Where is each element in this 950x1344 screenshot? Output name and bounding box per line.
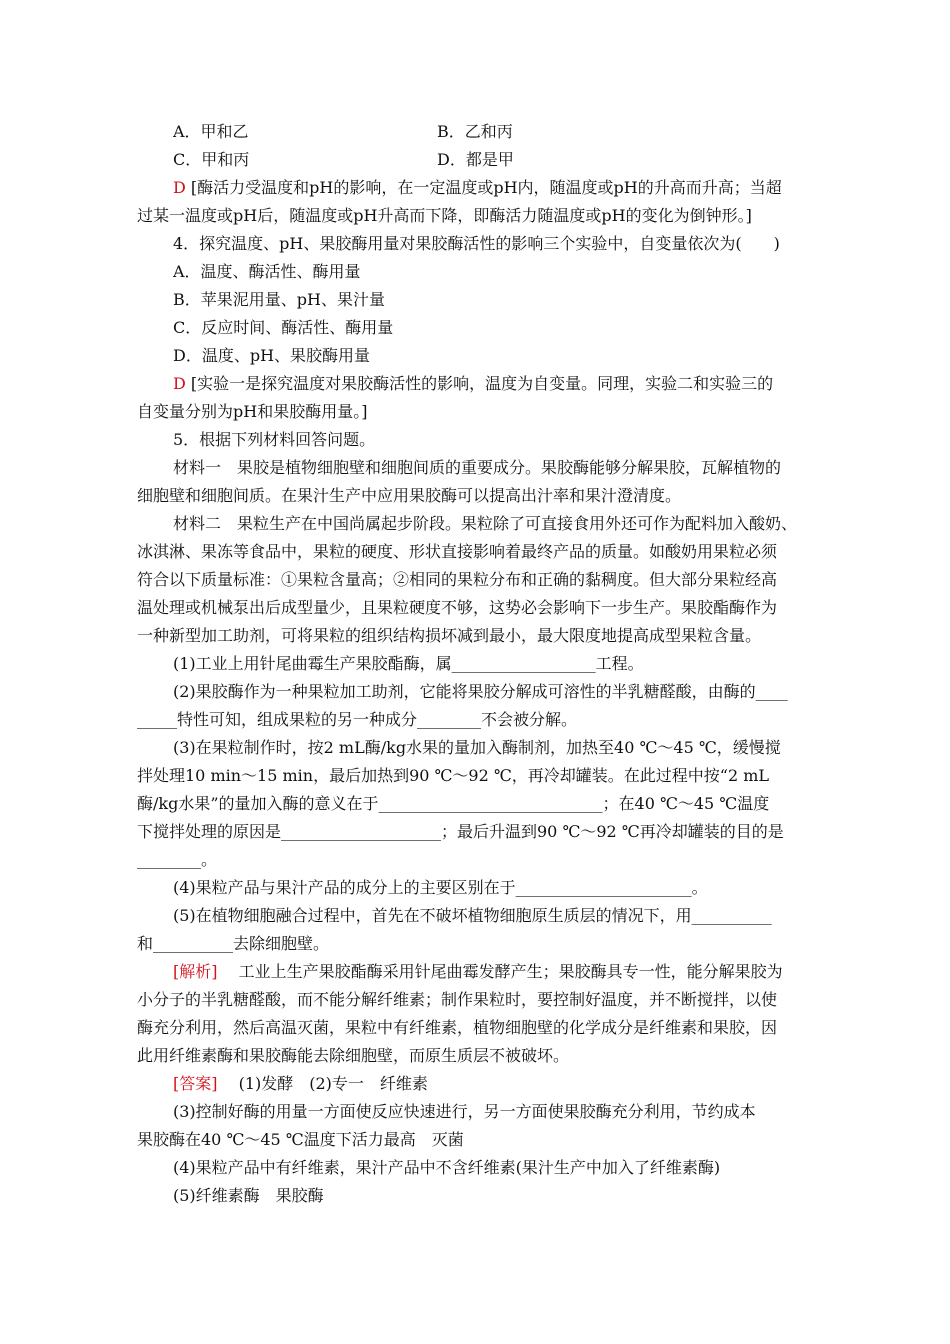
q5-material2-line2: 冰淇淋、果冻等食品中，果粒的硬度、形状直接影响着最终产品的质量。如酸奶用果粒必须 [137,542,778,561]
q3-answer-text1: [酶活力受温度和pH的影响，在一定温度或pH内，随温度或pH的升高而升高；当超 [190,178,782,197]
q3-answer-letter: D [173,178,186,197]
q5-sub3-line5: ________。 [137,850,218,869]
q3-option-a: A．甲和乙 [173,122,249,141]
q5-material1-line2: 细胞壁和细胞间质。在果汁生产中应用果胶酶可以提高出汁率和果汁澄清度。 [137,486,682,505]
q5-sub3-line2: 拌处理10 min～15 min，最后加热到90 ℃～92 ℃，再冷却罐装。在此过程中按“2 mL [137,766,770,785]
answer-line3: 果胶酶在40 ℃～45 ℃温度下活力最高 灭菌 [137,1130,464,1149]
q5-sub4: (4)果粒产品与果汁产品的成分上的主要区别在于______________________。 [173,878,708,897]
q5-material2-line1: 材料二 果粒生产在中国尚属起步阶段。果粒除了可直接食用外还可作为配料加入酸奶、 [173,514,798,533]
q3-answer-line2: 过某一温度或pH后，随温度或pH升高而下降，即酶活力随温度或pH的变化为倒钟形。] [137,206,752,225]
q4-option-d: D．温度、pH、果胶酶用量 [173,346,371,365]
q4-answer-letter: D [173,374,186,393]
q3-option-d: D．都是甲 [437,150,514,169]
analysis-line1 [173,958,817,986]
q5-material2-line4: 温处理或机械泵出后成型量少，且果粒硬度不够，这势必会影响下一步生产。果胶酯酶作为 [137,598,778,617]
answer-text1: (1)发酵 (2)专一 纤维素 [222,1074,428,1093]
q3-answer-line1 [173,174,817,202]
answer-tag: [答案] [173,1074,218,1093]
q3-option-b: B．乙和丙 [437,122,513,141]
q5-sub5-line1: (5)在植物细胞融合过程中，首先在不破坏植物细胞原生质层的情况下，用__________ [173,906,772,925]
q5-sub3-line3: 酶/kg水果”的量加入酶的意义在于____________________________；在40 ℃～45 ℃温度 [137,794,770,813]
q5-sub1: (1)工业上用针尾曲霉生产果胶酯酶，属__________________工程。 [173,654,644,673]
q4-answer-line1 [173,370,817,398]
analysis-line2: 小分子的半乳糖醛酸，而不能分解纤维素；制作果粒时，要控制好温度，并不断搅拌，以使 [137,990,778,1009]
answer-line1 [173,1070,817,1098]
q4-stem: 4．探究温度、pH、果胶酶用量对果胶酶活性的影响三个实验中，自变量依次为( ) [173,234,780,253]
q4-option-c: C．反应时间、酶活性、酶用量 [173,318,394,337]
answer-line2: (3)控制好酶的用量一方面使反应快速进行，另一方面使果胶酶充分利用，节约成本 [173,1102,756,1121]
q4-option-a: A．温度、酶活性、酶用量 [173,262,361,281]
q4-option-b: B．苹果泥用量、pH、果汁量 [173,290,385,309]
answer-line5: (5)纤维素酶 果胶酶 [173,1186,324,1205]
q4-answer-text1: [实验一是探究温度对果胶酶活性的影响，温度为自变量。同理，实验二和实验三的 [190,374,774,393]
q5-stem: 5．根据下列材料回答问题。 [173,430,376,449]
analysis-line3: 酶充分利用，然后高温灭菌，果粒中有纤维素，植物细胞壁的化学成分是纤维素和果胶，因 [137,1018,778,1037]
q5-sub2-line1: (2)果胶酶作为一种果粒加工助剂，它能将果胶分解成可溶性的半乳糖醛酸，由酶的____ [173,682,788,701]
q3-options-row1 [173,118,817,146]
analysis-line4: 此用纤维素酶和果胶酶能去除细胞壁，而原生质层不被破坏。 [137,1046,570,1065]
q3-options-row2 [173,146,817,174]
q4-answer-line2: 自变量分别为pH和果胶酶用量。] [137,402,368,421]
analysis-tag: [解析] [173,962,218,981]
q3-option-c: C．甲和丙 [173,150,250,169]
q5-sub3-line4: 下搅拌处理的原因是____________________；最后升温到90 ℃～92 ℃再冷却罐装的目的是 [137,822,784,841]
analysis-text1: 工业上生产果胶酯酶采用针尾曲霉发酵产生；果胶酶具专一性，能分解果胶为 [222,962,783,981]
q5-sub3-line1: (3)在果粒制作时，按2 mL酶/kg水果的量加入酶制剂，加热至40 ℃～45 ℃，缓慢搅 [173,738,781,757]
answer-line4: (4)果粒产品中有纤维素，果汁产品中不含纤维素(果汁生产中加入了纤维素酶) [173,1158,721,1177]
q5-material1-line1: 材料一 果胶是植物细胞壁和细胞间质的重要成分。果胶酶能够分解果胶，瓦解植物的 [173,458,782,477]
q5-material2-line5: 一种新型加工助剂，可将果粒的组织结构损坏减到最小，最大限度地提高成型果粒含量。 [137,626,762,645]
q5-sub2-line2: _____特性可知，组成果粒的另一种成分________不会被分解。 [137,710,578,729]
q5-material2-line3: 符合以下质量标准：①果粒含量高；②相同的果粒分布和正确的黏稠度。但大部分果粒经高 [137,570,778,589]
q5-sub5-line2: 和__________去除细胞壁。 [137,934,330,953]
